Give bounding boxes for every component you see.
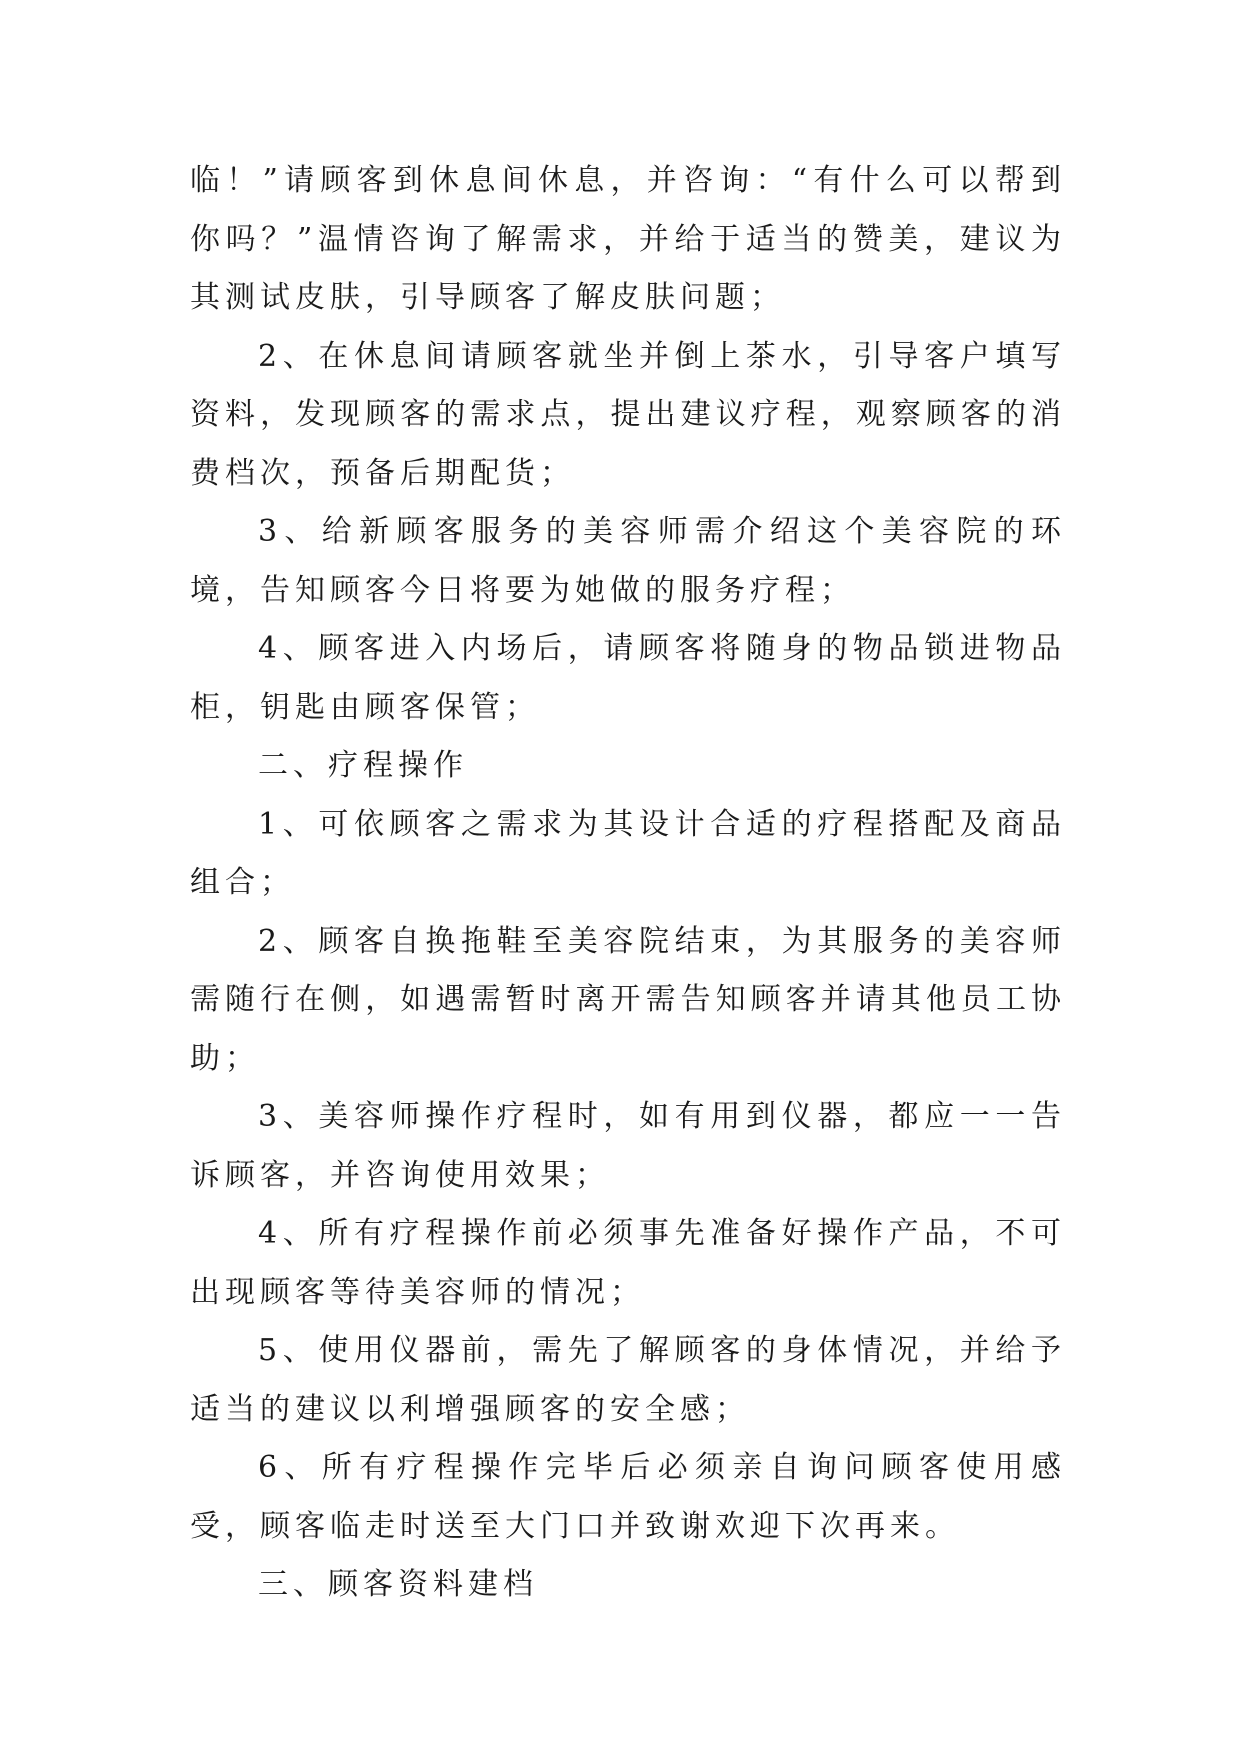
paragraph-item-4: 4、顾客进入内场后，请顾客将随身的物品锁进物品柜，钥匙由顾客保管； xyxy=(190,631,1066,725)
document-body xyxy=(190,152,1066,1615)
section-heading-customer-records: 三、顾客资料建档 xyxy=(258,1567,538,1602)
paragraph-item-2: 2、在休息间请顾客就坐并倒上茶水，引导客户填写资料，发现顾客的需求点，提出建议疗程，观察顾客的消费档次，预备后期配货； xyxy=(190,338,1066,491)
paragraph-treatment-2: 2、顾客自换拖鞋至美容院结束，为其服务的美容师需随行在侧，如遇需暂时离开需告知顾客并请其他员工协助； xyxy=(190,923,1066,1076)
paragraph-treatment-6: 6、所有疗程操作完毕后必须亲自询问顾客使用感受，顾客临走时送至大门口并致谢欢迎下次再来。 xyxy=(190,1450,1066,1544)
paragraph-continued: 临！”请顾客到休息间休息，并咨询：“有什么可以帮到你吗？”温情咨询了解需求，并给于适当的赞美，建议为其测试皮肤，引导顾客了解皮肤问题； xyxy=(190,163,1066,315)
section-heading-treatment-operation: 二、疗程操作 xyxy=(258,748,468,783)
paragraph-item-3: 3、给新顾客服务的美容师需介绍这个美容院的环境，告知顾客今日将要为她做的服务疗程； xyxy=(190,514,1066,608)
paragraph-treatment-3: 3、美容师操作疗程时，如有用到仪器，都应一一告诉顾客，并咨询使用效果； xyxy=(190,1099,1066,1193)
paragraph-treatment-4: 4、所有疗程操作前必须事先准备好操作产品，不可出现顾客等待美容师的情况； xyxy=(190,1216,1066,1310)
paragraph-treatment-1: 1、可依顾客之需求为其设计合适的疗程搭配及商品组合； xyxy=(190,806,1066,900)
paragraph-treatment-5: 5、使用仪器前，需先了解顾客的身体情况，并给予适当的建议以利增强顾客的安全感； xyxy=(190,1333,1066,1427)
